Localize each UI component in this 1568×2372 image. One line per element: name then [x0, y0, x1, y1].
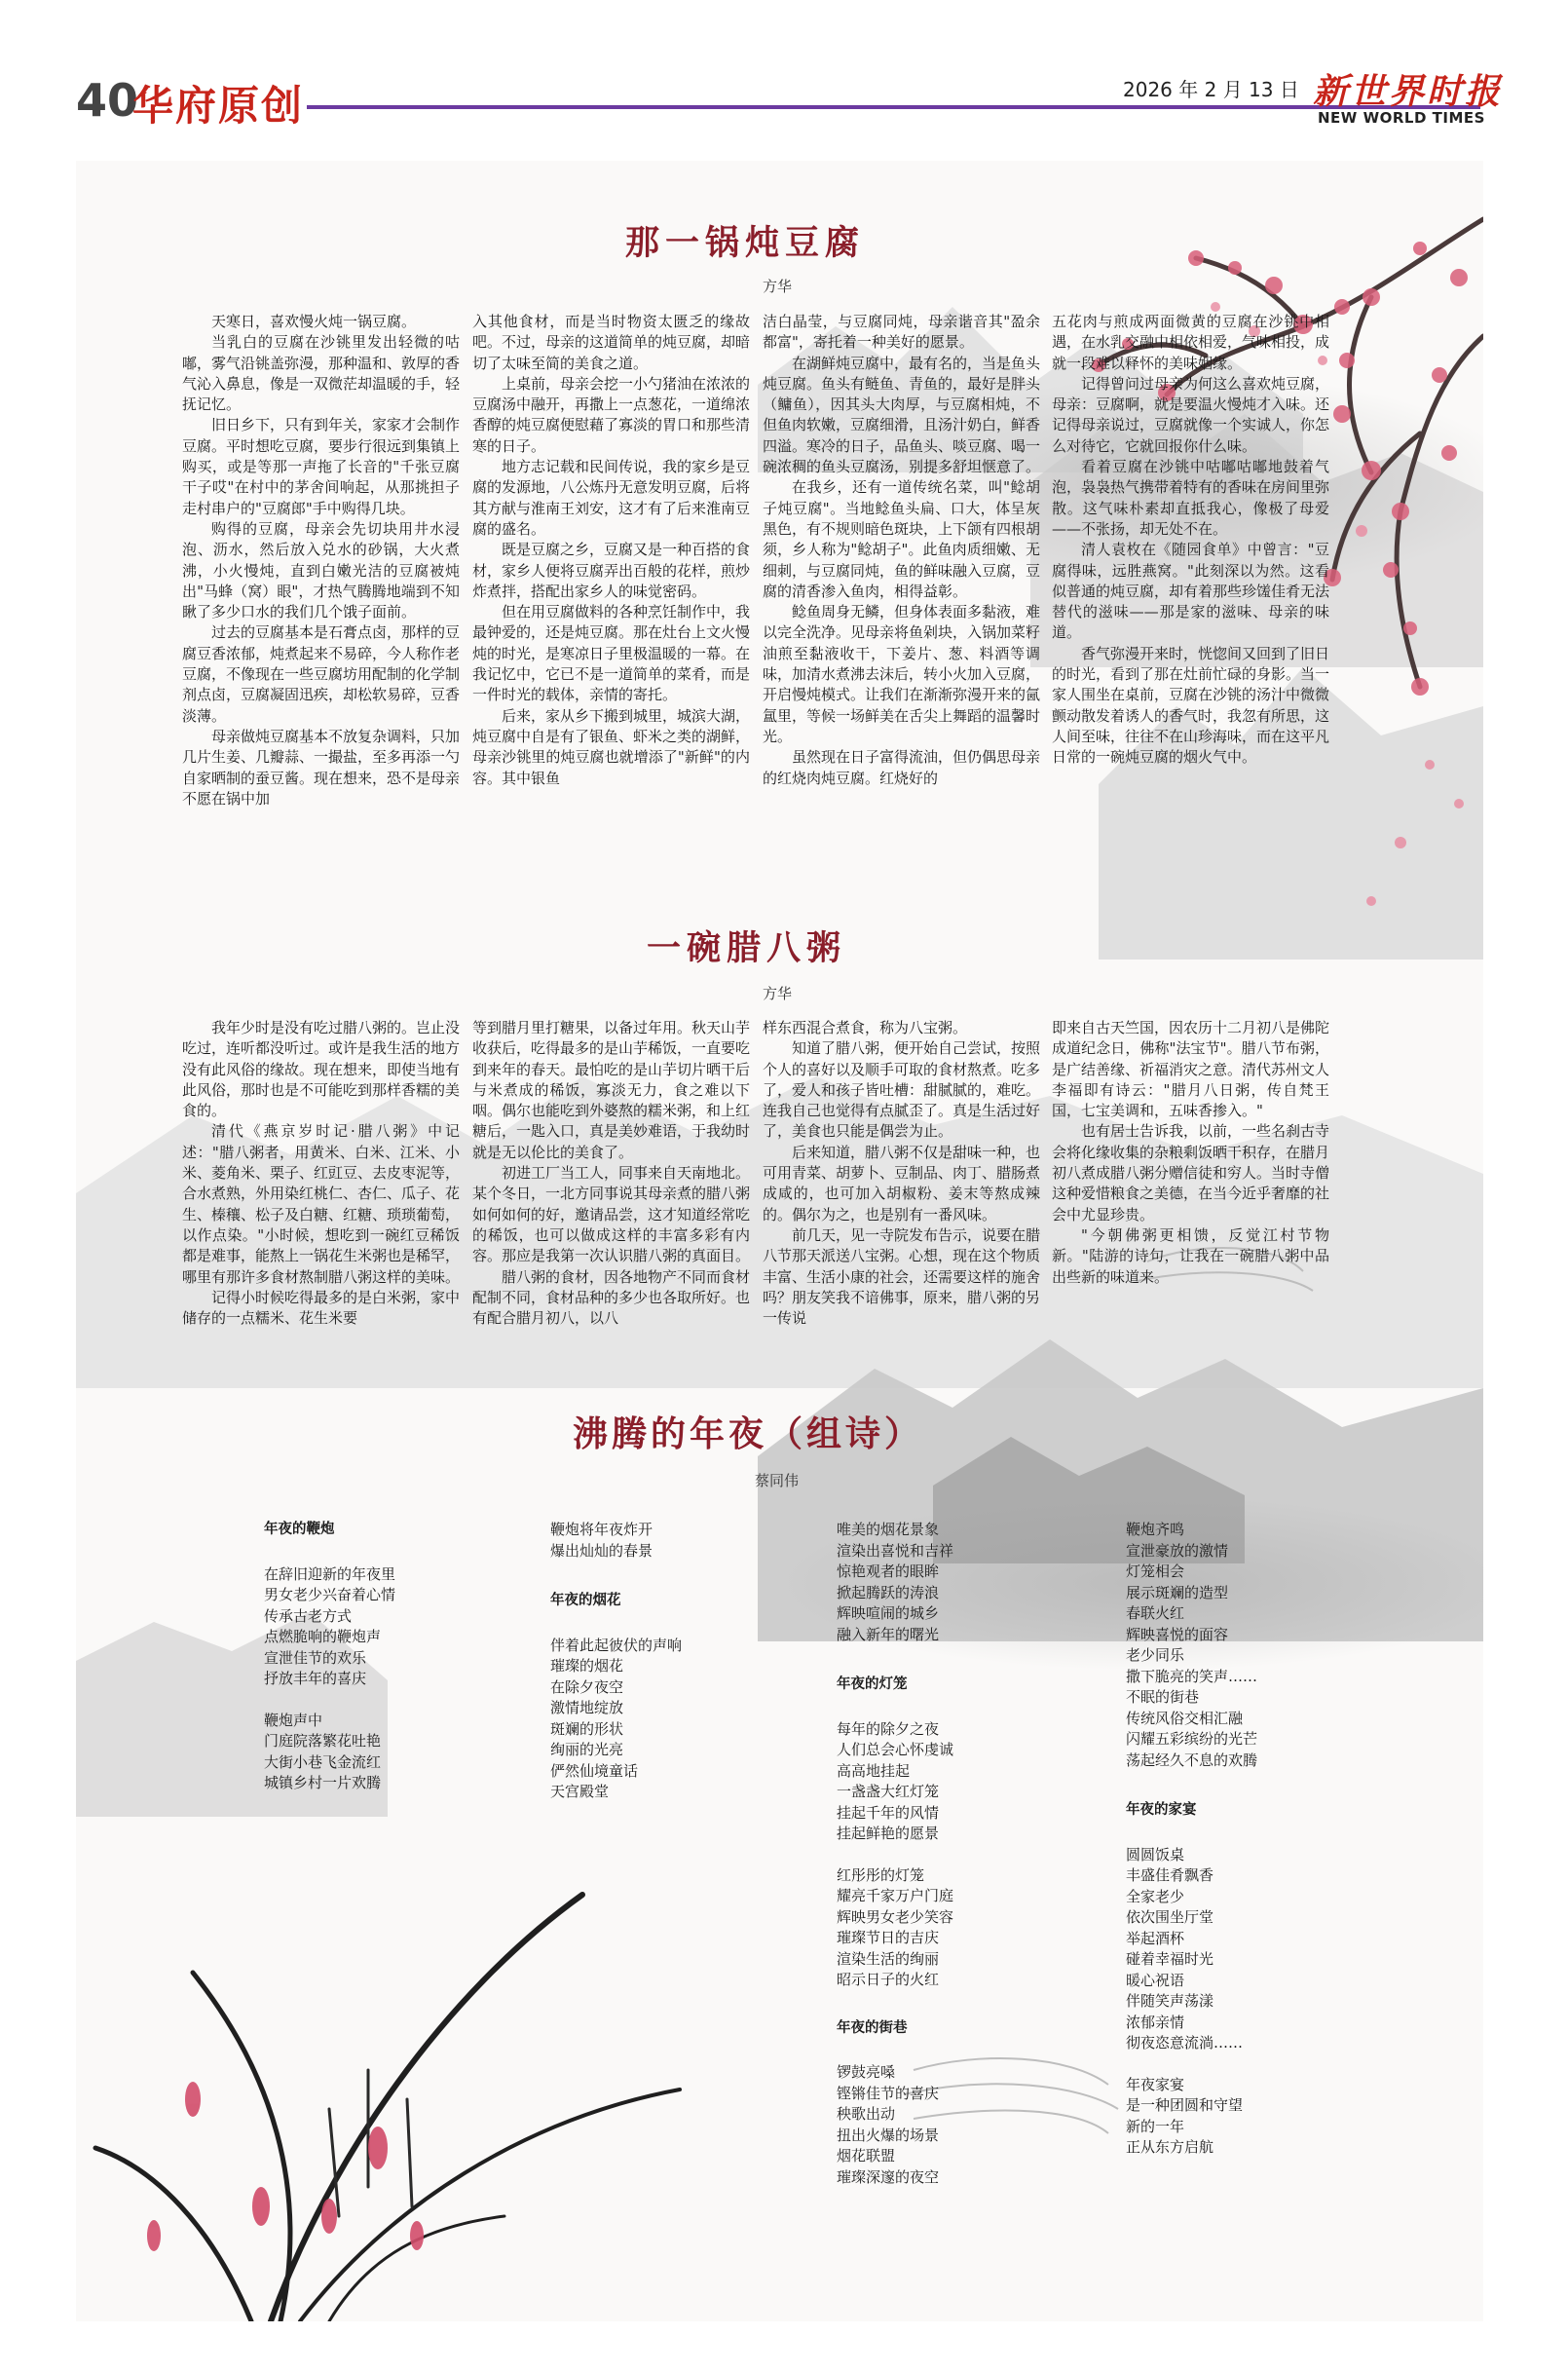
paragraph: 天寒日，喜欢慢火炖一锅豆腐。: [211, 313, 417, 330]
article-column: [763, 1018, 1040, 1329]
article-column: [763, 312, 1040, 789]
paragraph: 记得小时候吃得最多的是白米粥，家中储存的一点糯米、花生米要: [182, 1288, 461, 1328]
poem-line: 城镇乡村一片欢腾: [264, 1774, 382, 1791]
poem-line: 一盏盏大红灯笼: [837, 1783, 940, 1800]
poem-line: 辉映喜悦的面容: [1126, 1625, 1229, 1643]
poem-line: 辉映男女老少笑容: [837, 1907, 954, 1926]
poem-line: 全家老少: [1126, 1887, 1185, 1905]
poem-line: 昭示日子的火红: [837, 1971, 940, 1988]
paragraph: 在我乡，还有一道传统名菜，叫"鲶胡子炖豆腐"。当地鲶鱼头扁、口大，体呈灰黑色，有不规则暗色斑块，上下颌有四根胡须，乡人称为"鲶胡子"。此鱼肉质细嫩、无细刺，与豆腐同炖，鱼的鲜味融入豆腐，豆腐的清香渗入鱼肉，相得益彰。: [763, 478, 1041, 600]
poem-heading: 年夜的烟花: [550, 1593, 621, 1608]
poem-line: 在除夕夜空: [550, 1677, 624, 1696]
poem-line: 天宫殿堂: [550, 1783, 610, 1800]
poem-line: 正从东方启航: [1126, 2138, 1214, 2156]
publication-date: 2026 年 2 月 13 日: [1123, 78, 1299, 101]
poem-stanza: [837, 2062, 1061, 2188]
poem-column: [837, 1520, 1061, 2208]
poem-line: 传承古老方式: [264, 1606, 353, 1625]
poem-author: 蔡同伟: [755, 1472, 800, 1489]
poem-stanza: [837, 1719, 1061, 1845]
poem-line: 俨然仙境童话: [550, 1761, 639, 1780]
poem-line: 斑斓的形状: [550, 1719, 624, 1738]
poem-line: 挂起鲜艳的愿景: [837, 1825, 940, 1842]
article-column: [182, 1018, 460, 1329]
poem-line: 年夜家宴: [1126, 2075, 1185, 2093]
paragraph: 香气弥漫开来时，恍惚间又回到了旧日的时光，看到了那在灶前忙碌的身影。当一家人围坐在桌前，豆腐在沙铫的汤汁中微微颤动散发着诱人的香气时，我忽有所思，这人间至味，往往不在山珍海味，而在这平凡日常的一碗炖豆腐的烟火气中。: [1052, 644, 1330, 767]
poem-line: 鞭炮齐鸣: [1126, 1521, 1185, 1538]
paragraph: 过去的豆腐基本是石膏点卤，那样的豆腐豆香浓郁，炖煮起来不易碎，今人称作老豆腐，不像现在一些豆腐坊用配制的化学制剂点卤，豆腐凝固迅疾，却松软易碎，豆香淡薄。: [182, 623, 461, 725]
poem-line: 璀璨节日的吉庆: [837, 1929, 940, 1946]
poem-stanza: [1126, 2075, 1350, 2159]
poem-line: 点燃脆响的鞭炮声: [264, 1628, 382, 1645]
poem-line: 挂起千年的风情: [837, 1803, 940, 1822]
poem-stanza: [550, 1636, 774, 1803]
poem-line: 不眠的街巷: [1126, 1688, 1200, 1706]
poem-line: 暖心祝语: [1126, 1971, 1185, 1989]
poem-line: 展示斑斓的造型: [1126, 1583, 1229, 1601]
poem-line: 男女老少兴奋着心情: [264, 1586, 396, 1603]
poem-heading: 年夜的家宴: [1126, 1802, 1197, 1818]
poem-line: 伴随笑声荡漾: [1126, 1992, 1214, 2010]
poem-line: 在辞旧迎新的年夜里: [264, 1564, 396, 1583]
paragraph: 洁白晶莹，与豆腐同炖，母亲谐音其"盈余都富"，寄托着一种美好的愿景。: [763, 313, 1040, 352]
poem-line: 大街小巷飞金流红: [264, 1752, 382, 1771]
paragraph: 入其他食材，而是当时物资太匮乏的缘故吧。不过，母亲的这道简单的炖豆腐，却暗切了太味至简的美食之道。: [472, 313, 751, 372]
poem-stanza: [550, 1520, 774, 1562]
poem-column: [264, 1520, 488, 1815]
poem-line: 渲染出喜悦和吉祥: [837, 1541, 954, 1560]
poem-line: 宣泄佳节的欢乐: [264, 1648, 367, 1667]
article-author: 方华: [763, 278, 793, 295]
paragraph: 也有居士告诉我，以前，一些名刹古寺会将化缘收集的杂粮剩饭晒干积存，在腊月初八煮成腊八粥分赠信徒和穷人。当时寺僧这种爱惜粮食之美德，在当今近乎奢靡的社会中尤显珍贵。: [1052, 1122, 1330, 1224]
paragraph: 五花肉与煎成两面微黄的豆腐在沙铫中相遇，在水乳交融中相依相爱，气味相投，成就一段难以释怀的美味姻缘。: [1052, 313, 1330, 372]
poem-line: 浓郁亲情: [1126, 2013, 1185, 2031]
masthead: [0, 0, 1568, 146]
paragraph: 样东西混合煮食，称为八宝粥。: [763, 1019, 968, 1036]
poem-column: [1126, 1520, 1350, 2179]
poem-line: 荡起经久不息的欢腾: [1126, 1751, 1258, 1769]
poem-line: 闪耀五彩缤纷的光芒: [1126, 1730, 1258, 1748]
article-column: [182, 312, 460, 809]
poem-stanza: [264, 1711, 488, 1794]
paragraph: 地方志记载和民间传说，我的家乡是豆腐的发源地，八公炼丹无意发明豆腐，后将其方献与淮南王刘安，这才有了后来淮南豆腐的盛名。: [472, 458, 751, 538]
paragraph: 在湖鲜炖豆腐中，最有名的，当是鱼头炖豆腐。鱼头有鲢鱼、青鱼的，最好是胖头（鳙鱼），因其头大肉厚，与豆腐相炖，不但鱼肉软嫩，豆腐细滑，且汤汁奶白，鲜香四溢。寒冷的日子，品鱼头、啖豆腐、喝一碗浓稠的鱼头豆腐汤，别提多舒坦惬意了。: [763, 354, 1041, 476]
poem-line: 丰盛佳肴飘香: [1126, 1866, 1214, 1884]
paragraph: 即来自古天竺国，因农历十二月初八是佛陀成道纪念日，佛称"法宝节"。腊八节布粥，是广结善缘、祈福消灾之意。清代苏州文人李福即有诗云："腊月八日粥，传自梵王国，七宝美调和，五味香掺入。": [1052, 1019, 1330, 1120]
poem-line: 伴着此起彼伏的声响: [550, 1636, 683, 1654]
article-title: 那一锅炖豆腐: [625, 224, 866, 263]
poem-stanza: [1126, 1845, 1350, 2054]
article-title: 一碗腊八粥: [647, 929, 847, 968]
paragraph: 后来知道，腊八粥不仅是甜味一种，也可用青菜、胡萝卜、豆制品、肉丁、腊肠煮成咸的，也可加入胡椒粉、姜末等熬成辣的。偶尔为之，也是别有一番风味。: [763, 1143, 1041, 1224]
poem-line: 彻夜恣意流淌……: [1126, 2034, 1244, 2052]
poem-line: 扭出火爆的场景: [837, 2126, 940, 2144]
paragraph: 看着豆腐在沙铫中咕嘟咕嘟地鼓着气泡，袅袅热气携带着特有的香味在房间里弥散。这气味朴素却直抵我心，像极了母爱——不张扬，却无处不在。: [1052, 458, 1330, 538]
page-number: 40: [76, 74, 139, 127]
poem-line: 是一种团圆和守望: [1126, 2096, 1244, 2114]
poem-line: 新的一年: [1126, 2117, 1185, 2135]
paragraph: 购得的豆腐，母亲会先切块用井水浸泡、沥水，然后放入兑水的砂锅，大火煮沸，小火慢炖，直到白嫩光洁的豆腐被炖出"马蜂（窝）眼"，才热气腾腾地端到不知瞅了多少口水的我们几个饿子面前。: [182, 519, 460, 621]
poem-line: 耀亮千家万户门庭: [837, 1887, 954, 1904]
poem-heading: 年夜的街巷: [837, 2019, 908, 2036]
poem-line: 每年的除夕之夜: [837, 1719, 940, 1738]
poem-line: 依次围坐厅堂: [1126, 1908, 1214, 1926]
poem-stanza: [837, 1865, 1061, 1991]
poem-line: 红彤彤的灯笼: [837, 1865, 925, 1884]
poem-line: 激情地绽放: [550, 1699, 624, 1716]
poem-line: 辉映喧闹的城乡: [837, 1604, 940, 1622]
poem-line: 璀璨深邃的夜空: [837, 2167, 940, 2186]
newspaper-logo: 新世界时报: [1313, 71, 1504, 112]
poem-line: 春联火红: [1126, 1604, 1185, 1622]
article-column: [1052, 1018, 1329, 1288]
article-column: [1052, 312, 1329, 769]
poem-line: 高高地挂起: [837, 1761, 911, 1780]
paragraph: 清人袁枚在《随园食单》中曾言："豆腐得味，远胜燕窝。"此刻深以为然。这看似普通的炖豆腐，却有着那些珍馐佳肴无法替代的滋味——那是家的滋味、母亲的味道。: [1052, 541, 1330, 642]
masthead-rule: [307, 105, 1480, 109]
poem-heading: 年夜的鞭炮: [264, 1522, 335, 1537]
paragraph: 虽然现在日子富得流油，但仍偶思母亲的红烧肉炖豆腐。红烧好的: [763, 748, 1041, 787]
poem-stanza: [264, 1564, 488, 1690]
poem-line: 灯笼相会: [1126, 1563, 1185, 1580]
poem-line: 秧歌出动: [837, 2105, 896, 2123]
poem-line: 铿锵佳节的喜庆: [837, 2084, 940, 2102]
section-title: 华府原创: [132, 82, 305, 130]
article-author: 方华: [763, 985, 793, 1002]
paragraph: 但在用豆腐做料的各种烹饪制作中，我最钟爱的，还是炖豆腐。那在灶台上文火慢炖的时光，是寒凉日子里极温暖的一幕。在我记忆中，它已不是一道简单的菜肴，而是一件时光的载体，亲情的寄托。: [472, 603, 751, 704]
paragraph: 记得曾问过母亲为何这么喜欢炖豆腐，母亲：豆腐啊，就是要温火慢炖才入味。还记得母亲说过，豆腐就像一个实诚人，你怎么对待它，它就回报你什么味。: [1052, 374, 1330, 455]
poem-line: 烟花联盟: [837, 2147, 896, 2165]
poem-line: 圆圆饭桌: [1126, 1845, 1185, 1864]
poem-line: 锣鼓亮嗓: [837, 2063, 896, 2081]
poem-line: 传统风俗交相汇融: [1126, 1709, 1244, 1727]
poem-line: 绚丽的光亮: [550, 1741, 624, 1758]
poem-line: 人们总会心怀虔诚: [837, 1741, 954, 1758]
paragraph: 等到腊月里打糖果，以备过年用。秋天山芋收获后，吃得最多的是山芋稀饭，一直要吃到来年的春天。最怕吃的是山芋切片晒干后与米煮成的稀饭，寡淡无力，食之难以下咽。偶尔也能吃到外婆熬的糯米粥，和上红糖后，一匙入口，真是美妙难语，于我幼时就是无以伦比的美食了。: [472, 1019, 751, 1161]
poem-line: 掀起腾跃的涛浪: [837, 1583, 940, 1601]
poem-line: 抒放丰年的喜庆: [264, 1670, 367, 1687]
newspaper-english-name: NEW WORLD TIMES: [1318, 109, 1485, 127]
poem-line: 融入新年的曙光: [837, 1625, 940, 1643]
paragraph: 我年少时是没有吃过腊八粥的。岂止没吃过，连听都没听过。或许是我生活的地方没有此风俗的缘故。现在想来，即使当地有此风俗，那时也是不可能吃到那样香糯的美食的。: [182, 1019, 461, 1120]
poem-column: [550, 1520, 774, 1824]
paragraph: 鲶鱼周身无鳞，但身体表面多黏液，难以完全洗净。见母亲将鱼剁块，入锅加菜籽油煎至黏液收干，下姜片、葱、料酒等调味，加清水煮沸去沫后，转小火加入豆腐，开启慢炖模式。让我们在渐渐弥漫开来的氤氲里，等候一场鲜美在舌尖上舞蹈的温馨时光。: [763, 603, 1041, 745]
poem-line: 唯美的烟花景象: [837, 1521, 940, 1538]
paragraph: 母亲做炖豆腐基本不放复杂调料，只加几片生姜、几瓣蒜、一撮盐，至多再添一勺自家晒制的蚕豆酱。现在想来，恐不是母亲不愿在锅中加: [182, 727, 461, 808]
poem-heading: 年夜的灯笼: [837, 1676, 908, 1692]
paragraph: 旧日乡下，只有到年关，家家才会制作豆腐。平时想吃豆腐，要步行很远到集镇上购买，或是等那一声拖了长音的"千张豆腐干子哎"在村中的茅舍间响起，从那挑担子走村串户的"豆腐郎"手中购得几块。: [182, 416, 461, 517]
paragraph: 初进工厂当工人，同事来自天南地北。某个冬日，一北方同事说其母亲煮的腊八粥如何如何的好，邀请品尝，这才知道经常吃的稀饭，也可以做成这样的丰富多彩有内容。那应是我第一次认识腊八粥的真面目。: [472, 1164, 751, 1265]
poem-line: 举起酒杯: [1126, 1929, 1185, 1947]
poem-line: 撒下脆亮的笑声……: [1126, 1667, 1258, 1685]
poem-line: 渲染生活的绚丽: [837, 1949, 940, 1968]
poem-line: 宣泄豪放的激情: [1126, 1541, 1229, 1560]
paragraph: 后来，家从乡下搬到城里，城滨大湖，炖豆腐中自是有了银鱼、虾米之类的湖鲜，母亲沙铫里的炖豆腐也就增添了"新鲜"的内容。其中银鱼: [472, 706, 751, 787]
paragraph: 既是豆腐之乡，豆腐又是一种百搭的食材，家乡人便将豆腐弄出百般的花样，煎炒炸煮拌，搭配出家乡人的味觉密码。: [472, 541, 751, 600]
paragraph: 当乳白的豆腐在沙铫里发出轻微的咕嘟，雾气沿铫盖弥漫，那种温和、敦厚的香气沁入鼻息，像是一双微茫却温暖的手，轻抚记忆。: [182, 333, 461, 414]
poem-stanza: [1126, 1520, 1350, 1771]
poem-line: 惊艳观者的眼眸: [837, 1563, 940, 1580]
poem-line: 爆出灿灿的春景: [550, 1541, 653, 1560]
article-column: [472, 1018, 750, 1329]
poem-line: 璀璨的烟花: [550, 1657, 624, 1675]
poem-line: 鞭炮声中: [264, 1711, 323, 1729]
paragraph: 知道了腊八粥，便开始自己尝试，按照个人的喜好以及顺手可取的食材熬煮。吃多了，爱人和孩子皆吐槽：甜腻腻的，难吃。连我自己也觉得有点腻歪了。真是生活过好了，美食也只能是偶尝为止。: [763, 1039, 1041, 1141]
poem-line: 老少同乐: [1126, 1646, 1185, 1664]
paragraph: 清代《燕京岁时记·腊八粥》中记述："腊八粥者，用黄米、白米、江米、小米、菱角米、栗子、红豇豆、去皮枣泥等，合水煮熟，外用染红桃仁、杏仁、瓜子、花生、榛穰、松子及白糖、红糖、琐琐葡萄，以作点染。"小时候，想吃到一碗红豆稀饭都是难事，能熬上一锅花生米粥也是稀罕，哪里有那许多食材熬制腊八粥这样的美味。: [182, 1122, 461, 1286]
poem-line: 鞭炮将年夜炸开: [550, 1521, 653, 1538]
paragraph: 上桌前，母亲会挖一小勺猪油在浓浓的豆腐汤中融开，再撒上一点葱花，一道绵浓香醇的炖豆腐便慰藉了寡淡的胃口和那些清寒的日子。: [472, 374, 751, 455]
poem-stanza: [837, 1520, 1061, 1645]
poem-group-title: 沸腾的年夜（组诗）: [573, 1414, 924, 1454]
poem-line: 门庭院落繁花吐艳: [264, 1732, 382, 1750]
paragraph: 腊八粥的食材，因各地物产不同而食材配制不同，食材品种的多少也各取所好。也有配合腊月初八，以八: [472, 1267, 751, 1328]
paragraph: "今朝佛粥更相馈，反觉江村节物新。"陆游的诗句，让我在一碗腊八粥中品出些新的味道来。: [1052, 1225, 1329, 1286]
article-column: [472, 312, 750, 789]
poem-line: 碰着幸福时光: [1126, 1950, 1214, 1968]
paragraph: 前几天，见一寺院发布告示，说要在腊八节那天派送八宝粥。心想，现在这个物质丰富、生活小康的社会，还需要这样的施舍吗？朋友笑我不谙佛事，原来，腊八粥的另一传说: [763, 1225, 1041, 1328]
